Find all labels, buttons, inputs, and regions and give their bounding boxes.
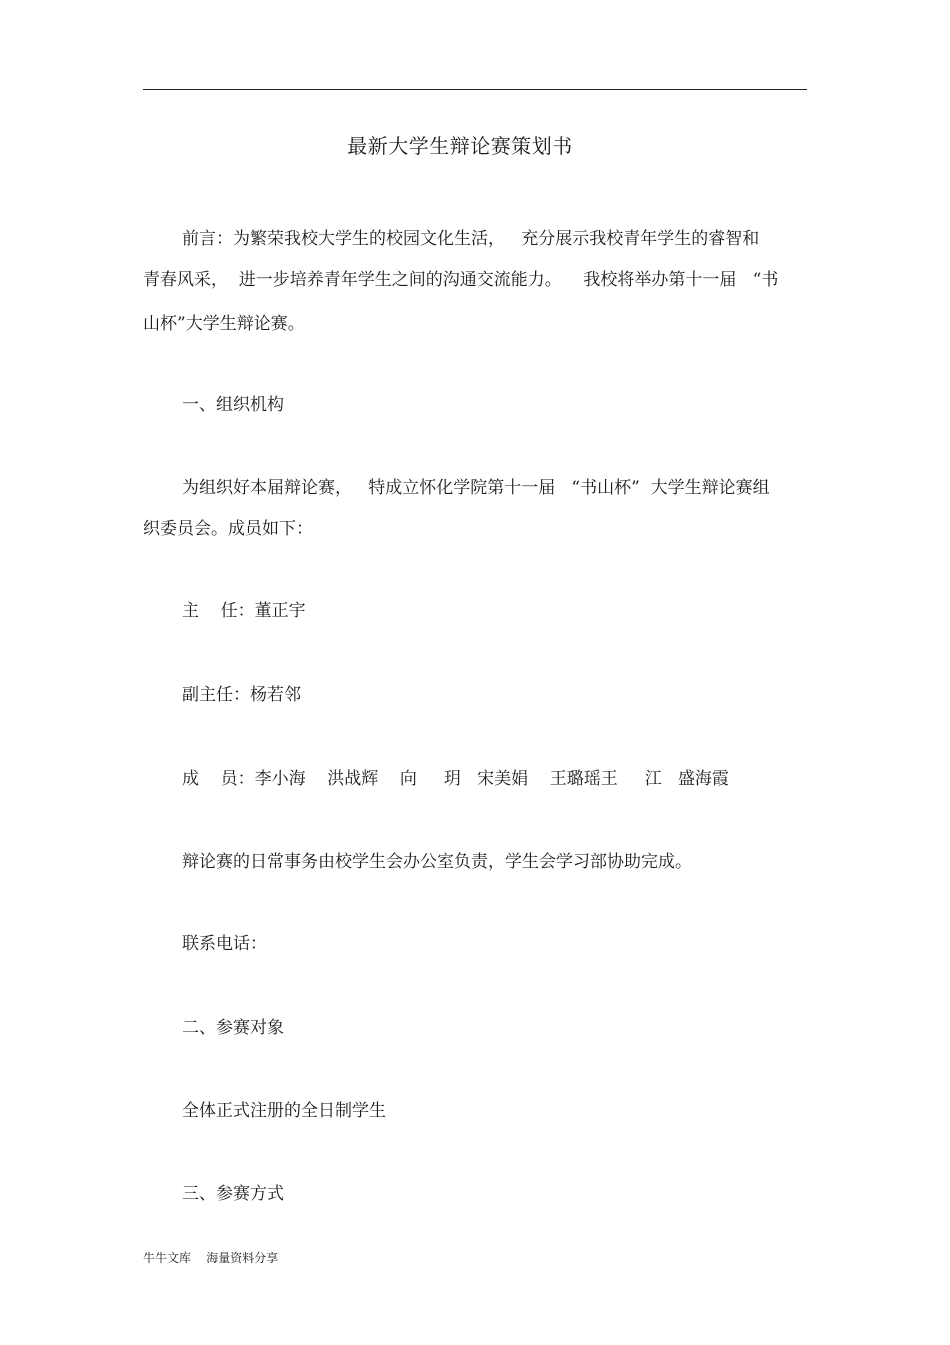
section-heading-participants: 二、参赛对象 bbox=[182, 1018, 284, 1038]
organization-line-2: 织委员会。成员如下： bbox=[143, 519, 313, 539]
section-heading-method: 三、参赛方式 bbox=[182, 1184, 284, 1204]
organization-line-1: 为组织好本届辩论赛， 特成立怀化学院第十一届 “书山杯” 大学生辩论赛组 bbox=[182, 478, 770, 498]
contact-phone-line: 联系电话： bbox=[182, 934, 267, 954]
participants-line: 全体正式注册的全日制学生 bbox=[182, 1101, 386, 1121]
header-rule bbox=[143, 89, 807, 90]
page-footer: 牛牛文库 海量资料分享 bbox=[143, 1251, 279, 1265]
section-heading-organization: 一、组织机构 bbox=[182, 395, 284, 415]
document-title: 最新大学生辩论赛策划书 bbox=[347, 134, 573, 158]
daily-affairs-line: 辩论赛的日常事务由校学生会办公室负责，学生会学习部协助完成。 bbox=[182, 852, 692, 872]
members-line: 成 员：李小海 洪战辉 向 玥 宋美娟 王璐瑶王 江 盛海霞 bbox=[182, 769, 729, 789]
preface-line-3: 山杯”大学生辩论赛。 bbox=[143, 314, 305, 334]
vice-director-line: 副主任：杨若邻 bbox=[182, 685, 301, 705]
director-line: 主 任：董正宇 bbox=[182, 601, 306, 621]
preface-line-2: 青春风采， 进一步培养青年学生之间的沟通交流能力。 我校将举办第十一届 “书 bbox=[143, 270, 779, 290]
preface-line-1: 前言：为繁荣我校大学生的校园文化生活， 充分展示我校青年学生的睿智和 bbox=[182, 229, 760, 249]
